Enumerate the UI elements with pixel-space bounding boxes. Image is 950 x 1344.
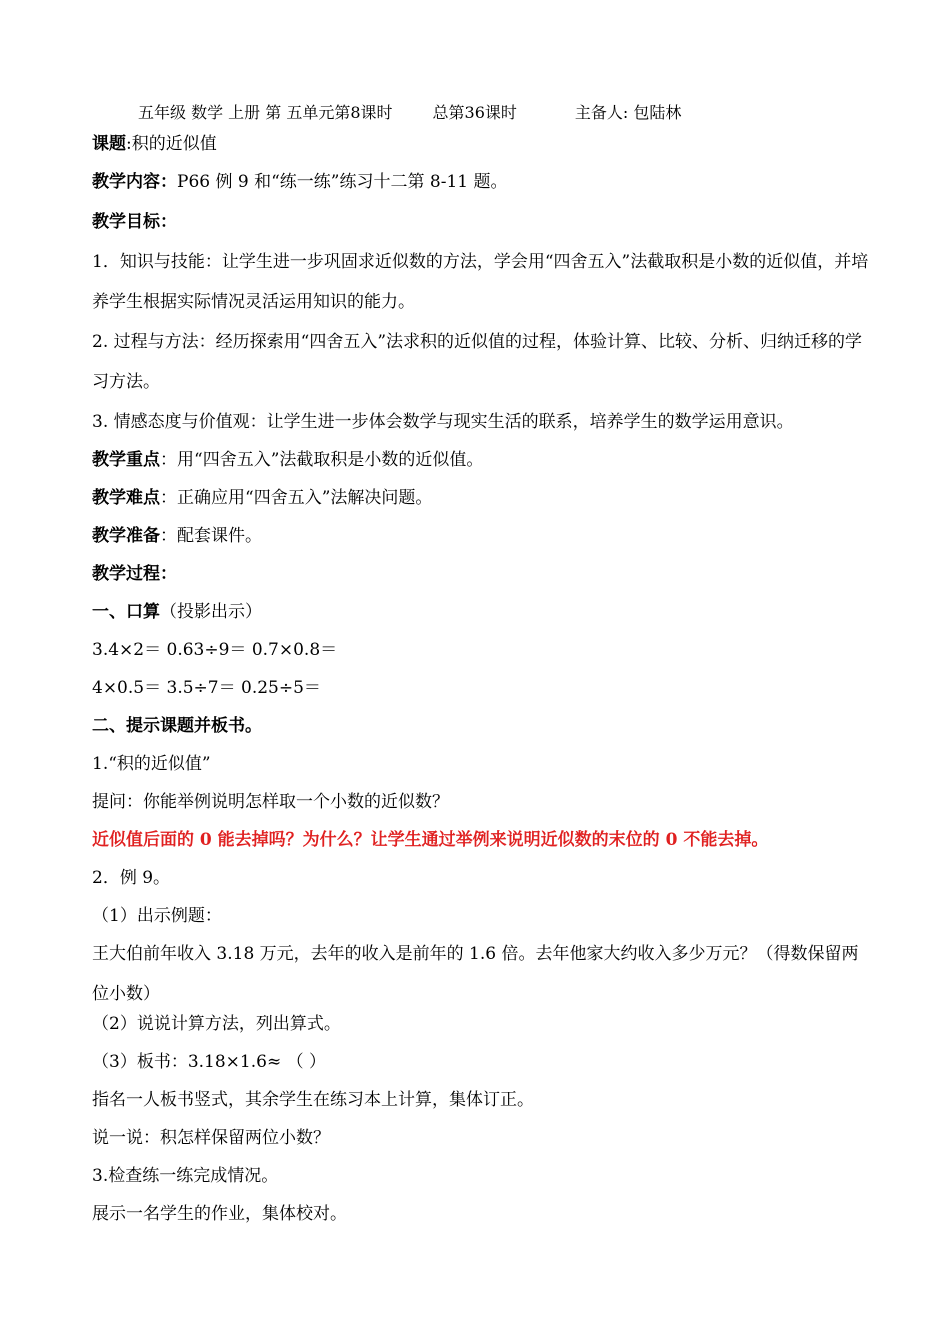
item-2: 2．例 9。: [92, 868, 171, 888]
red-note: 近似值后面的 0 能去掉吗？为什么？让学生通过举例来说明近似数的末位的 0 不能去掉。: [92, 830, 769, 850]
header-total-lesson: 总第36课时: [432, 103, 517, 122]
step-2: （2）说说计算方法，列出算式。: [92, 1014, 341, 1034]
content-label: 教学内容：: [92, 172, 177, 192]
lesson-content: [92, 132, 870, 1226]
section-1-label: 一、口算: [92, 602, 160, 622]
header-preparer: 主备人: 包陆林: [574, 103, 682, 122]
content-line: [92, 170, 870, 194]
calc-row-2: 4×0.5＝ 3.5÷7＝ 0.25÷5＝: [92, 678, 321, 698]
item-3: 3.检查练一练完成情况。: [92, 1166, 279, 1186]
board-note: 指名一人板书竖式，其余学生在练习本上计算，集体订正。: [92, 1090, 534, 1110]
goals-label: 教学目标：: [92, 212, 177, 232]
calc-row-1: 3.4×2＝ 0.63÷9＝ 0.7×0.8＝: [92, 640, 338, 660]
goal-2: 2. 过程与方法：经历探索用“四舍五入”法求积的近似值的过程，体验计算、比较、分析、归纳迁移的学习方法。: [92, 332, 863, 392]
item-1: 1.“积的近似值”: [92, 754, 211, 774]
topic-label: 课题: [92, 134, 126, 154]
key-point-label: 教学重点: [92, 450, 160, 470]
show-line: 展示一名学生的作业，集体校对。: [92, 1204, 347, 1224]
section-1-note: （投影出示）: [160, 602, 262, 622]
prep-line: [92, 524, 870, 548]
header-grade-unit: 五年级 数学 上册 第 五单元第8课时: [138, 103, 393, 122]
section-2-heading: 二、提示课题并板书。: [92, 716, 262, 736]
difficulty-label: 教学难点: [92, 488, 160, 508]
topic-value: :积的近似值: [126, 134, 217, 154]
difficulty-value: ：正确应用“四舍五入”法解决问题。: [160, 488, 433, 508]
goal-1: 1．知识与技能：让学生进一步巩固求近似数的方法，学会用“四舍五入”法截取积是小数的近似值，并培养学生根据实际情况灵活运用知识的能力。: [92, 252, 869, 312]
content-value: P66 例 9 和“练一练”练习十二第 8-11 题。: [177, 172, 508, 192]
process-label: 教学过程：: [92, 564, 177, 584]
difficulty-line: [92, 486, 870, 510]
page-header: [138, 101, 681, 125]
goal-3: 3. 情感态度与价值观：让学生进一步体会数学与现实生活的联系，培养学生的数学运用意识。: [92, 412, 794, 432]
prep-value: ：配套课件。: [160, 526, 262, 546]
problem-text: 王大伯前年收入 3.18 万元，去年的收入是前年的 1.6 倍。去年他家大约收入多少万元？（得数保留两位小数）: [92, 944, 859, 1004]
question-line: 提问：你能举例说明怎样取一个小数的近似数？: [92, 792, 449, 812]
key-point-value: ：用“四舍五入”法截取积是小数的近似值。: [160, 450, 484, 470]
say-line: 说一说：积怎样保留两位小数？: [92, 1128, 330, 1148]
key-point-line: [92, 448, 870, 472]
topic-line: [92, 132, 870, 156]
step-1: （1）出示例题：: [92, 906, 222, 926]
section-1-heading: [92, 600, 870, 624]
step-3: （3）板书：3.18×1.6≈ （ ）: [92, 1052, 326, 1072]
prep-label: 教学准备: [92, 526, 160, 546]
